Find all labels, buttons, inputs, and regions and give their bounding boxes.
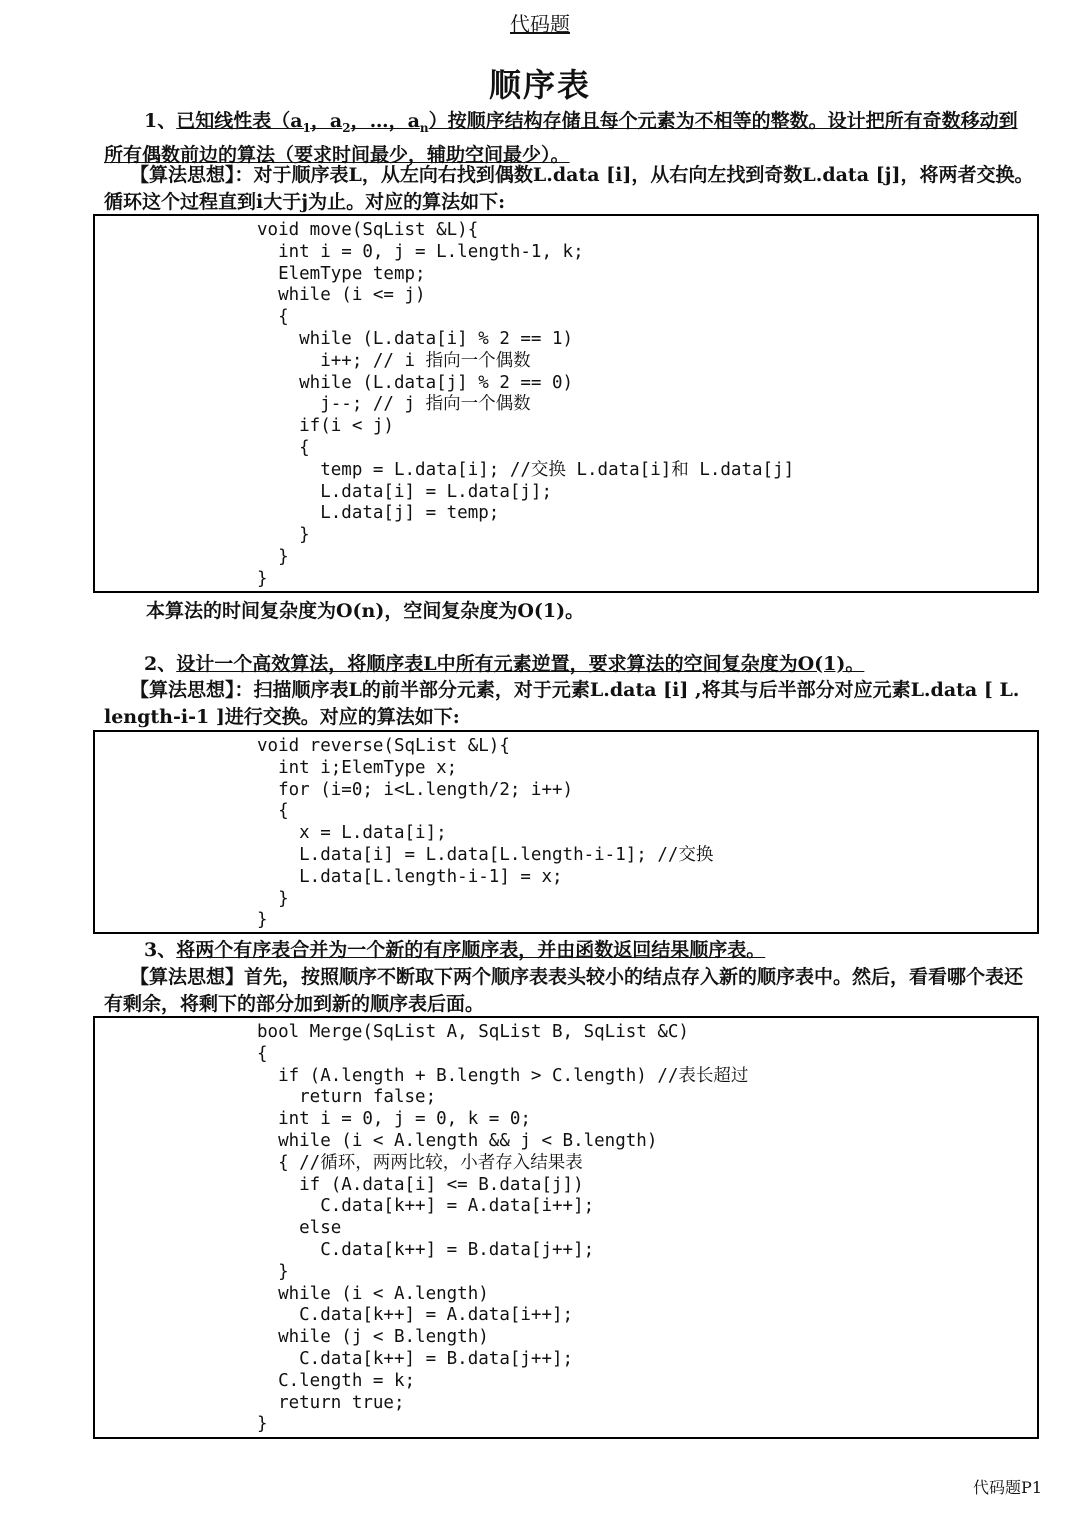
q3-code-box: [93, 1016, 1039, 1439]
q1-subn: n: [419, 120, 429, 135]
header-label: 代码题: [510, 12, 570, 36]
q3-code: bool Merge(SqList A, SqList B, SqList &C) { if (A.length + B.length > C.length) //表长超过 return false; int i = 0, j = 0, k = 0; while (i < A.length && j < B.length) { //循环，两两比较，小者存入结果表 if (A.data[i] <= B.data[j]) C.data[k++] = A.data[i++]; else C.data[k++] = B.data[j++]; } while (i < A.length) C.data[k++] = A.data[i++]; while (j < B.length) C.data[k++] = B.data[j++]; C.length = k; return true; }: [257, 1022, 749, 1435]
q2-statement: [104, 651, 1034, 678]
q1-sub2: 2: [342, 120, 351, 135]
q1-text-c: ，…，a: [350, 110, 420, 132]
q2-idea: [104, 677, 1034, 731]
page-footer: 代码题P1: [973, 1478, 1042, 1497]
q1-complexity: 本算法的时间复杂度为O(n)，空间复杂度为O(1)。: [146, 600, 585, 622]
q1-idea-text: ：对于顺序表L，从左向右找到偶数L.data [i]，从右向左找到奇数L.data [j]，将两者交换。循环这个过程直到i大于j为止。对应的算法如下:: [104, 164, 1034, 213]
q2-number: 2、: [144, 653, 177, 675]
q2-code: void reverse(SqList &L){ int i;ElemType x; for (i=0; i<L.length/2; i++) { x = L.data[i]; L.data[i] = L.data[L.length-i-1]; //交换 L.data[L.length-i-1] = x; } }: [257, 736, 714, 931]
q3-text: 将两个有序表合并为一个新的有序顺序表，并由函数返回结果顺序表。: [176, 939, 766, 961]
q3-statement: [104, 937, 1034, 964]
page-title: 顺序表: [488, 66, 591, 104]
q2-idea-tag: 【算法思想】: [130, 679, 235, 701]
q1-sub1: 1: [302, 120, 311, 135]
q1-code: void move(SqList &L){ int i = 0, j = L.length-1, k; ElemType temp; while (i <= j) { while (L.data[i] % 2 == 1) i++; // i 指向一个偶数 while (L.data[j] % 2 == 0) j--; // j 指向一个偶数 if(i < j) { temp = L.data[i]; //交换 L.data[i]和 L.data[j] L.data[i] = L.data[j]; L.data[j] = temp; } } }: [257, 220, 795, 589]
q1-statement: [104, 108, 1034, 169]
q3-idea: [104, 964, 1034, 1018]
q3-idea-tag: 【算法思想】: [130, 966, 245, 988]
q1-text-a: 已知线性表（a: [176, 110, 303, 132]
q3-number: 3、: [144, 939, 177, 961]
q2-idea-text: ：扫描顺序表L的前半部分元素，对于元素L.data [i] ,将其与后半部分对应元素L.data [ L. length-i-1 ]进行交换。对应的算法如下:: [104, 679, 1020, 728]
q1-number: 1、: [144, 110, 177, 132]
q1-code-box: [93, 214, 1039, 593]
q1-text-b: ，a: [310, 110, 343, 132]
q2-text: 设计一个高效算法，将顺序表L中所有元素逆置，要求算法的空间复杂度为O(1)。: [176, 653, 865, 675]
q3-idea-text: 首先，按照顺序不断取下两个顺序表表头较小的结点存入新的顺序表中。然后，看看哪个表还有剩余，将剩下的部分加到新的顺序表后面。: [104, 966, 1024, 1015]
q2-code-box: [93, 730, 1039, 934]
page-header: [0, 8, 1080, 37]
q1-text-d: ）按顺序结构存储且每个元素为不相等的整数。设计把所有奇数移动到所有偶数前边的算法（要求时间最少，辅助空间最少）。: [104, 110, 1018, 166]
q1-idea-tag: 【算法思想】: [130, 164, 235, 186]
q1-idea: [104, 162, 1034, 216]
